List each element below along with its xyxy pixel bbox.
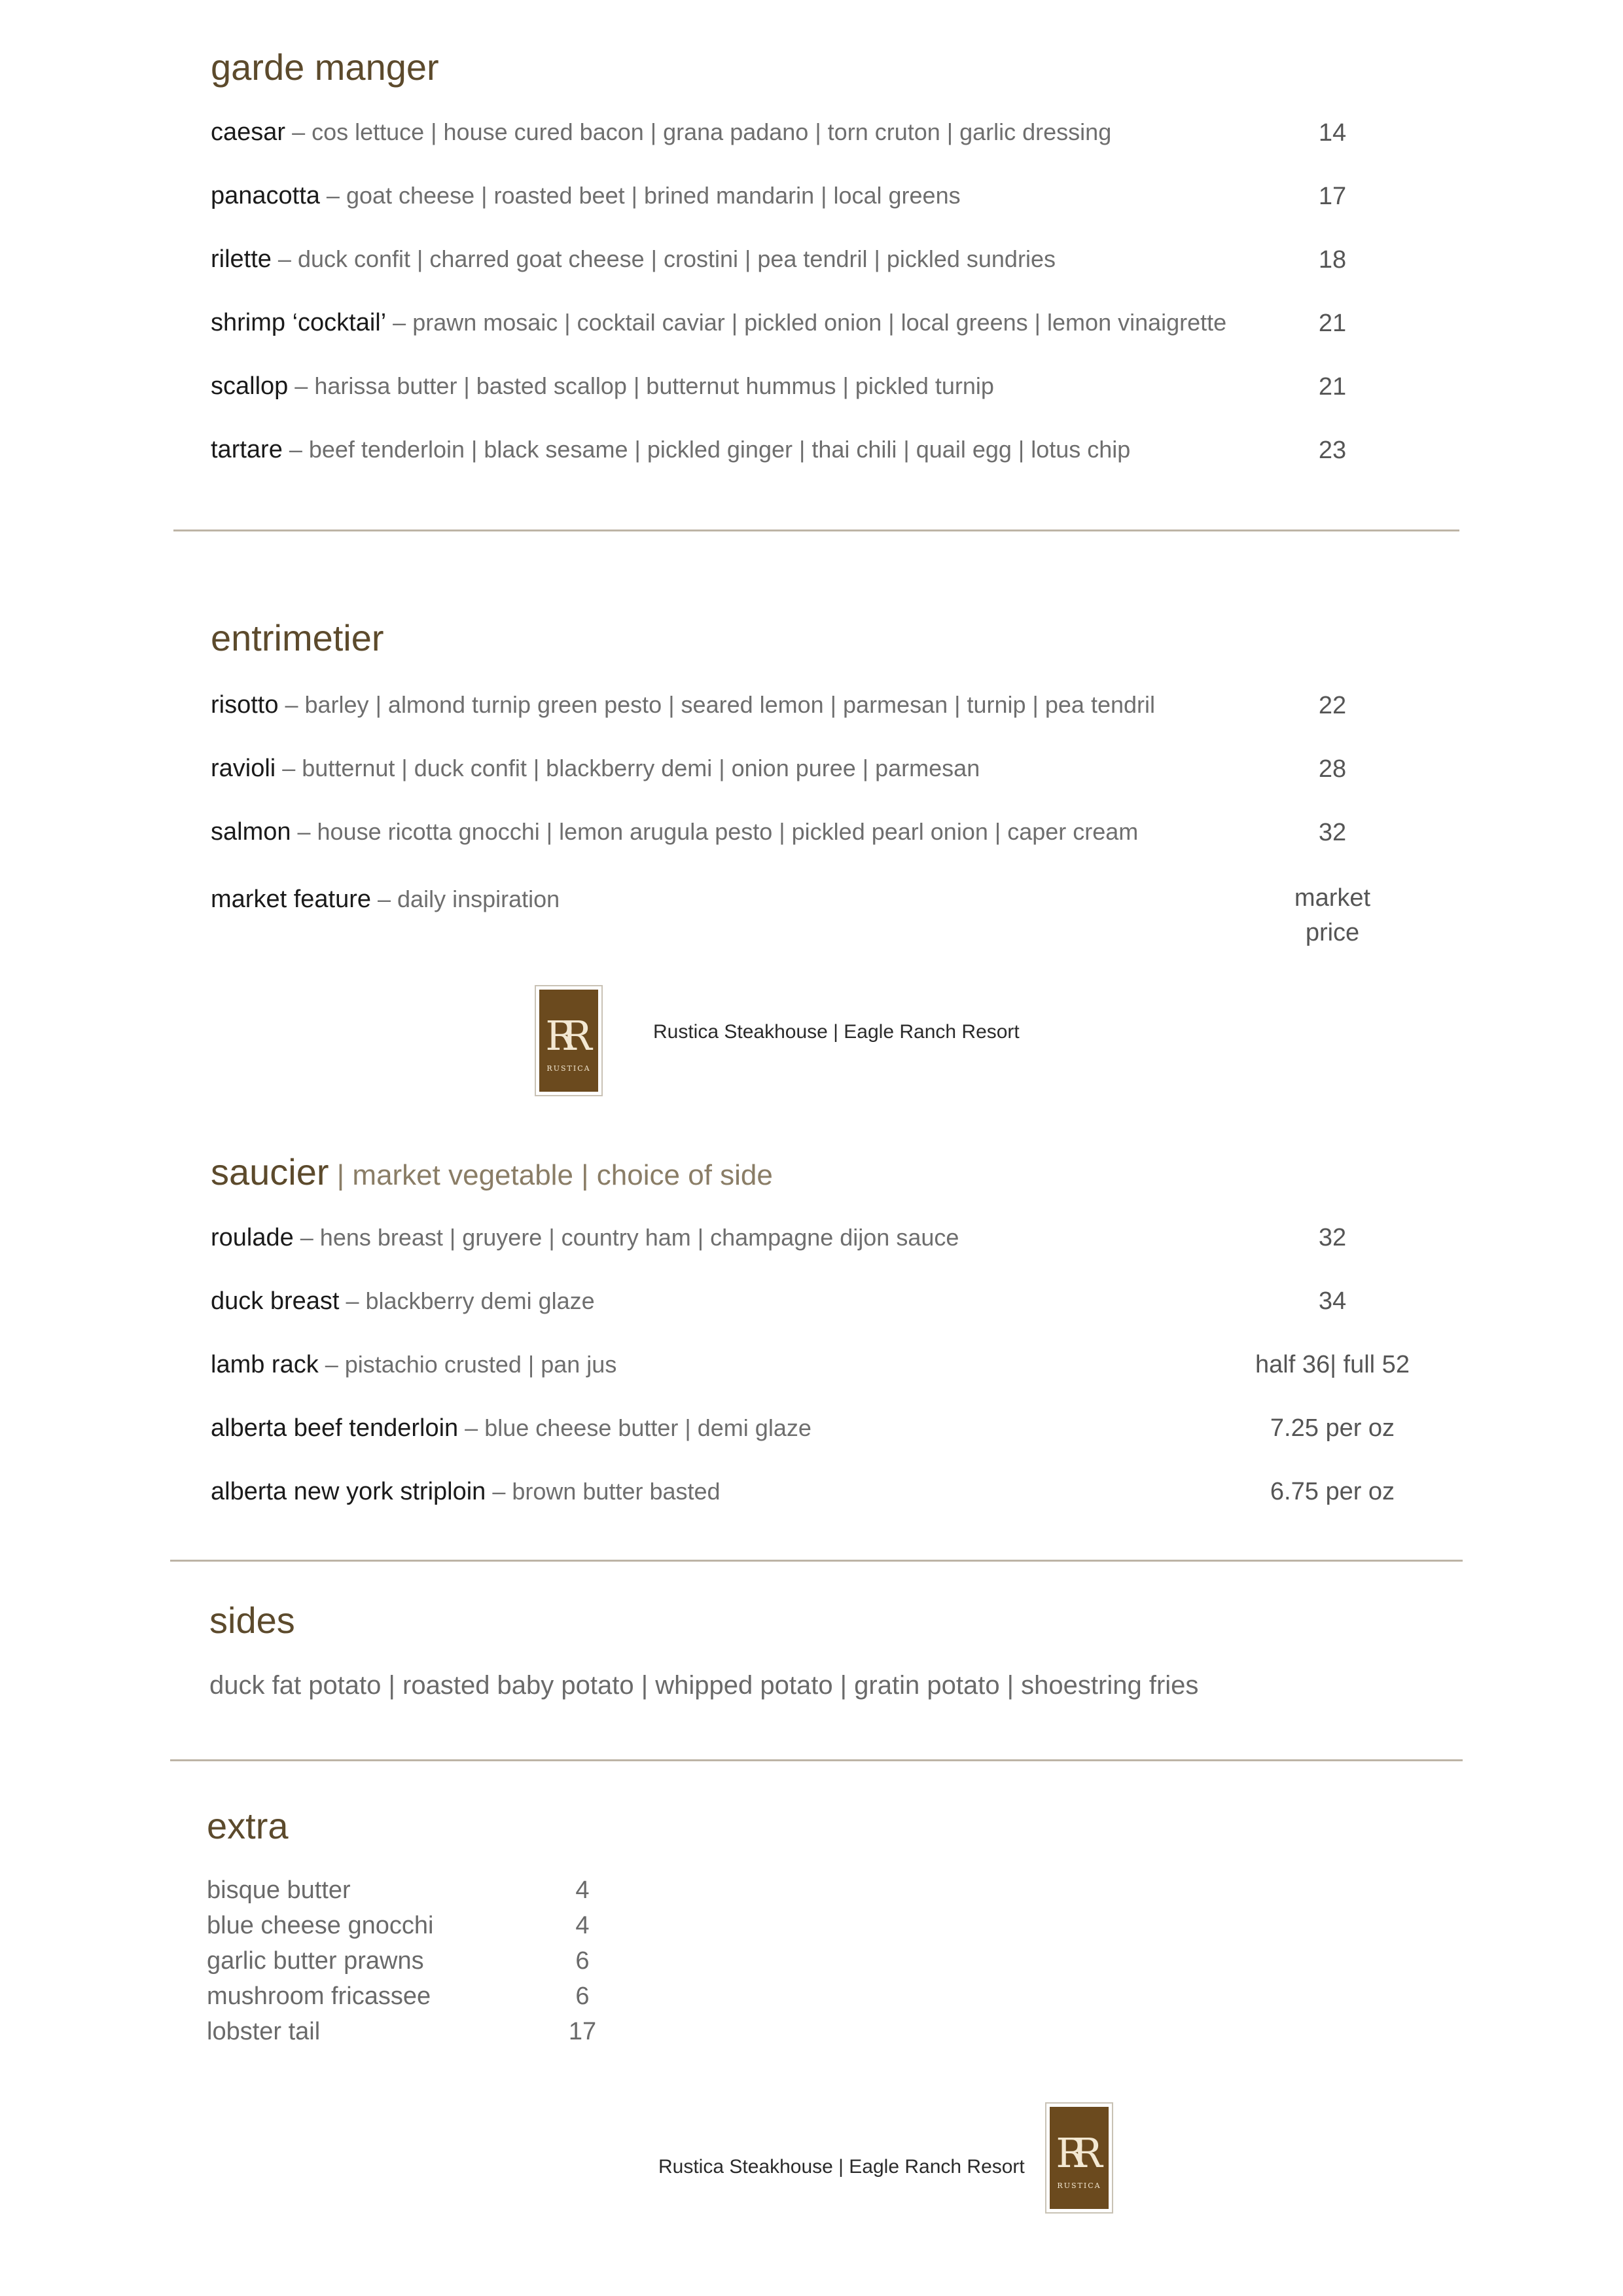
logo-wordmark: RUSTICA <box>546 1064 591 1073</box>
item-price: 17 <box>1318 183 1347 210</box>
item-name: salmon <box>211 818 291 846</box>
logo-badge <box>539 990 598 1092</box>
item-description: – pistachio crusted | pan jus <box>318 1351 617 1378</box>
brand-caption: Rustica Steakhouse | Eagle Ranch Resort <box>653 1021 1020 1043</box>
item-description: – prawn mosaic | cocktail caviar | pickled onion | local greens | lemon vinaigrette <box>386 309 1227 336</box>
item-name: roulade <box>211 1224 294 1251</box>
item-name: shrimp ‘cocktail’ <box>211 309 387 336</box>
item-name: duck breast <box>211 1287 340 1315</box>
item-price: 32 <box>1318 1224 1347 1251</box>
section-divider <box>170 1560 1463 1562</box>
menu-item-rilette <box>211 247 1056 272</box>
menu-item-roulade <box>211 1225 959 1250</box>
extra-item-name: blue cheese gnocchi <box>207 1912 434 1939</box>
item-description: – duck confit | charred goat cheese | crostini | pea tendril | pickled sundries <box>271 245 1056 272</box>
section-heading-extra: extra <box>207 1805 289 1846</box>
item-description: – goat cheese | roasted beet | brined mandarin | local greens <box>319 182 961 209</box>
item-description: – brown butter basted <box>486 1478 721 1505</box>
item-price: 21 <box>1318 310 1347 337</box>
section-title: saucier <box>211 1151 329 1193</box>
item-description: – hens breast | gruyere | country ham | champagne dijon sauce <box>293 1224 959 1251</box>
item-price: 32 <box>1318 819 1347 846</box>
section-heading-saucier <box>211 1151 773 1193</box>
item-name: ravioli <box>211 755 276 782</box>
logo-monogram: RR <box>545 1011 578 1060</box>
item-price: 21 <box>1318 373 1347 401</box>
section-divider <box>173 529 1459 531</box>
item-description: – blackberry demi glaze <box>339 1287 595 1314</box>
price-line: market <box>1294 884 1371 912</box>
item-price-market <box>1234 881 1431 950</box>
menu-item-caesar <box>211 120 1111 145</box>
item-name: panacotta <box>211 182 320 209</box>
item-name: tartare <box>211 436 283 463</box>
logo-wordmark: RUSTICA <box>1057 2181 1101 2190</box>
menu-item-shrimp-cocktail <box>211 310 1226 335</box>
item-price: 18 <box>1318 246 1347 274</box>
item-price: 23 <box>1318 437 1347 464</box>
section-heading-garde-manger: garde manger <box>211 46 439 88</box>
item-price: 28 <box>1318 755 1347 783</box>
item-description: – barley | almond turnip green pesto | seared lemon | parmesan | turnip | pea tendril <box>278 691 1155 718</box>
menu-item-ravioli <box>211 756 980 781</box>
section-heading-sides: sides <box>209 1600 295 1641</box>
logo-monogram: RR <box>1056 2128 1088 2177</box>
section-heading-entrimetier: entrimetier <box>211 617 384 658</box>
item-price: 22 <box>1318 692 1347 719</box>
menu-item-beef-tenderloin <box>211 1416 812 1441</box>
menu-item-panacotta <box>211 183 961 208</box>
item-description: – house ricotta gnocchi | lemon arugula pesto | pickled pearl onion | caper cream <box>291 818 1139 845</box>
extra-item-price: 4 <box>575 1912 590 1939</box>
item-price: half 36| full 52 <box>1255 1351 1410 1378</box>
extra-item-name: garlic butter prawns <box>207 1947 424 1975</box>
extra-item-name: mushroom fricassee <box>207 1982 431 2010</box>
extra-item-name: lobster tail <box>207 2018 321 2045</box>
rustica-logo <box>535 985 603 1096</box>
extra-item-price: 6 <box>575 1982 590 2010</box>
footer-caption: Rustica Steakhouse | Eagle Ranch Resort <box>658 2156 1025 2178</box>
item-description: – cos lettuce | house cured bacon | grana padano | torn cruton | garlic dressing <box>285 118 1112 145</box>
menu-item-duck-breast <box>211 1289 595 1314</box>
extra-item-price: 17 <box>568 2018 597 2045</box>
sides-list: duck fat potato | roasted baby potato | whipped potato | gratin potato | shoestring fries <box>209 1671 1199 1700</box>
extra-item-price: 4 <box>575 1876 590 1904</box>
extra-item-price: 6 <box>575 1947 590 1975</box>
extra-item-name: bisque butter <box>207 1876 351 1904</box>
menu-item-striploin <box>211 1479 721 1504</box>
item-price: 7.25 per oz <box>1270 1414 1395 1442</box>
item-name: alberta new york striploin <box>211 1478 486 1505</box>
item-name: alberta beef tenderloin <box>211 1414 459 1442</box>
menu-item-salmon <box>211 819 1138 844</box>
logo-badge <box>1050 2107 1109 2209</box>
item-name: caesar <box>211 118 286 146</box>
item-description: – blue cheese butter | demi glaze <box>458 1414 812 1441</box>
item-description: – harissa butter | basted scallop | butternut hummus | pickled turnip <box>288 372 994 399</box>
item-name: risotto <box>211 691 279 719</box>
menu-item-scallop <box>211 374 994 399</box>
price-line: price <box>1305 919 1360 947</box>
menu-item-risotto <box>211 692 1155 717</box>
rustica-logo-footer <box>1045 2102 1113 2214</box>
item-name: rilette <box>211 245 272 273</box>
item-price: 6.75 per oz <box>1270 1478 1395 1505</box>
menu-item-tartare <box>211 437 1130 462</box>
item-price: 14 <box>1318 119 1347 147</box>
section-subtitle: | market vegetable | choice of side <box>329 1159 773 1191</box>
item-description: – daily inspiration <box>371 886 560 912</box>
item-price: 34 <box>1318 1287 1347 1315</box>
item-name: scallop <box>211 372 289 400</box>
section-divider <box>170 1759 1463 1761</box>
item-description: – butternut | duck confit | blackberry demi | onion puree | parmesan <box>276 755 980 781</box>
item-name: lamb rack <box>211 1351 319 1378</box>
item-name: market feature <box>211 886 371 913</box>
menu-item-lamb-rack <box>211 1352 616 1377</box>
item-description: – beef tenderloin | black sesame | pickled ginger | thai chili | quail egg | lotus chip <box>282 436 1131 463</box>
menu-item-market-feature <box>211 887 560 912</box>
